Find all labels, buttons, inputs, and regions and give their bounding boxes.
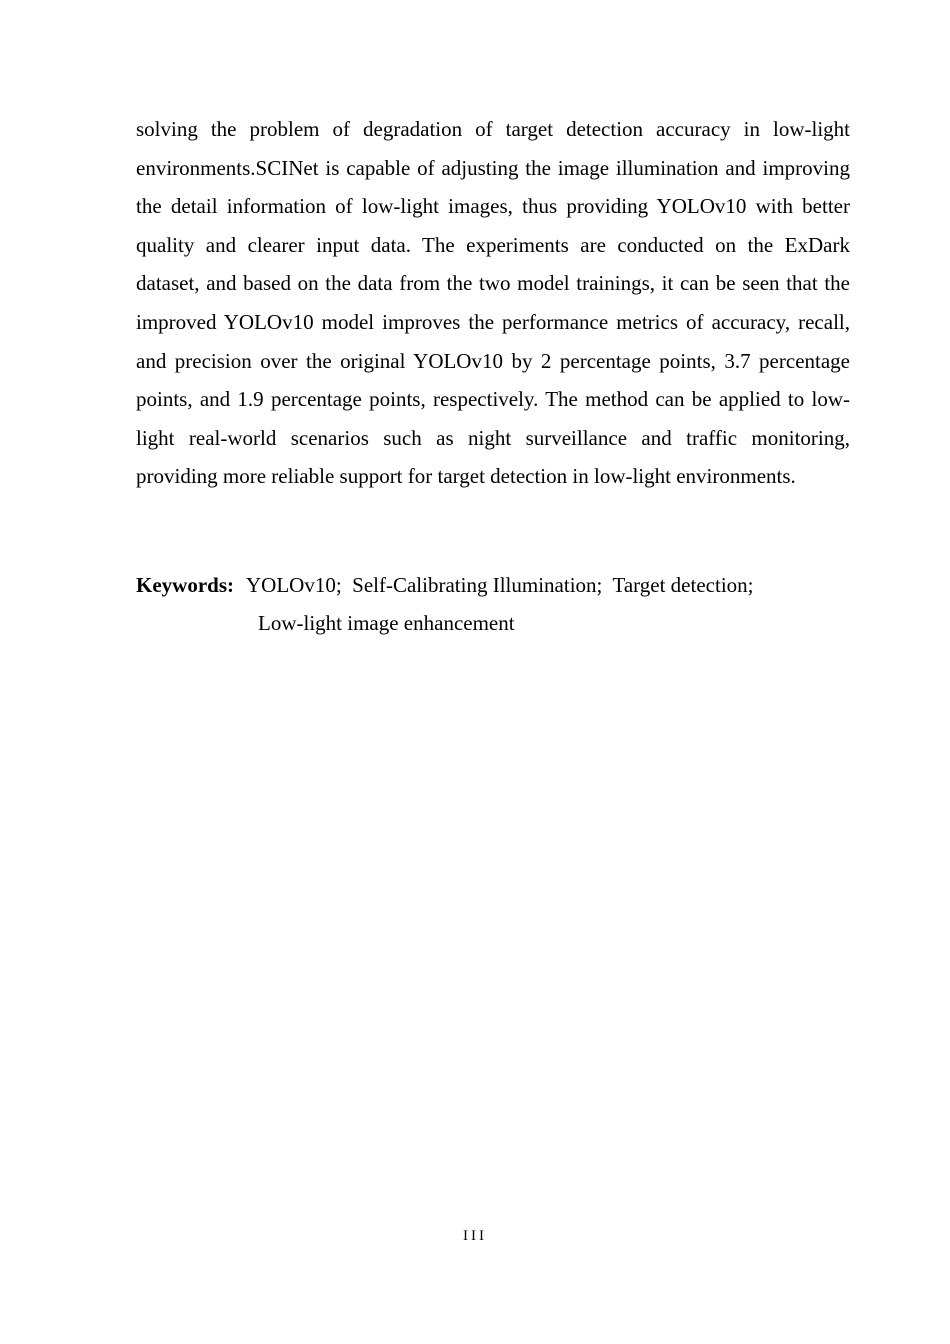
keywords-section bbox=[136, 566, 850, 642]
keywords-list bbox=[234, 566, 754, 642]
abstract-paragraph: solving the problem of degradation of target detection accuracy in low-light environments.SCINet is capable of adjusting the image illumination and improving the detail information of low-light images, thus providing YOLOv10 with better quality and clearer input data. The experiments are conducted on the ExDark dataset, and based on the data from the two model trainings, it can be seen that the improved YOLOv10 model improves the performance metrics of accuracy, recall, and precision over the original YOLOv10 by 2 percentage points, 3.7 percentage points, and 1.9 percentage points, respectively. The method can be applied to low-light real-world scenarios such as night surveillance and traffic monitoring, providing more reliable support for target detection in low-light environments. bbox=[136, 117, 850, 489]
keywords-line-2: Low-light image enhancement bbox=[258, 611, 515, 635]
keywords-label: Keywords: bbox=[136, 573, 234, 597]
keywords-line-1: YOLOv10; Self-Calibrating Illumination; Target detection; bbox=[246, 573, 754, 597]
page-number: III bbox=[463, 1228, 487, 1244]
